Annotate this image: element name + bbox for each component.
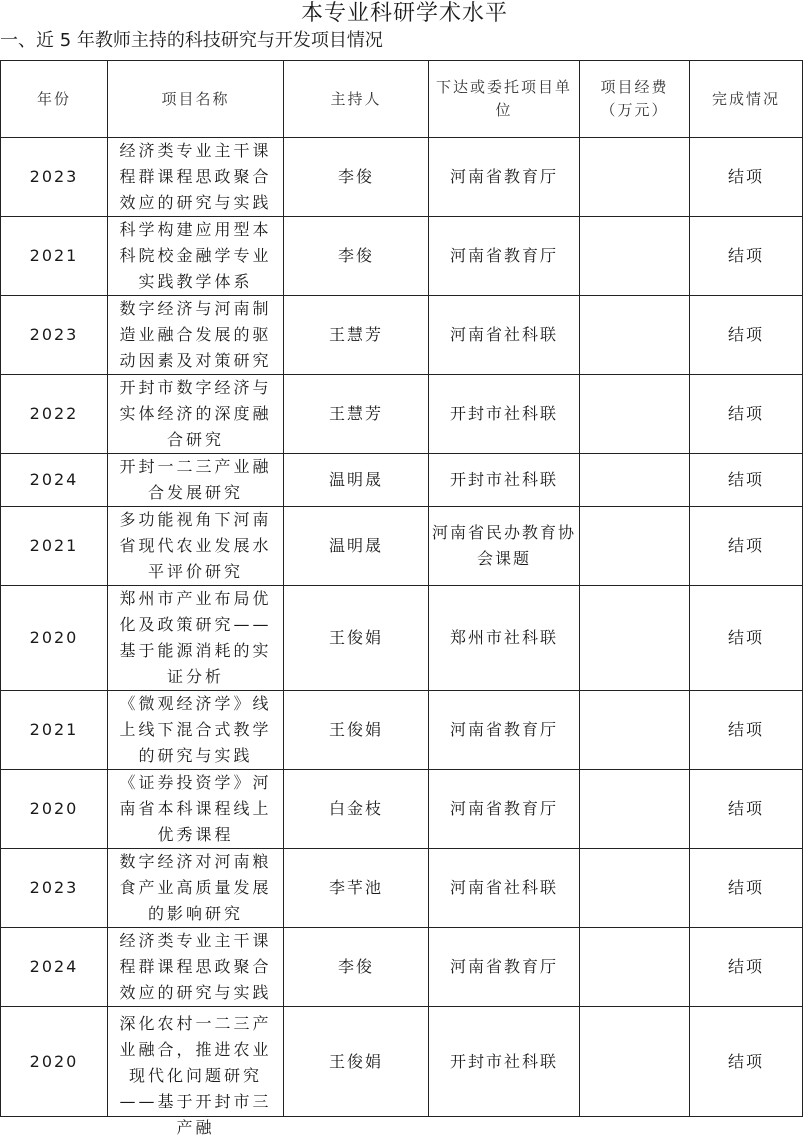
cell-host: 王慧芳	[284, 296, 429, 375]
cell-year: 2022	[1, 375, 108, 454]
cell-status: 结项	[690, 691, 803, 770]
cell-host: 李俊	[284, 928, 429, 1007]
cell-funding	[580, 507, 690, 586]
cell-issuing-unit: 河南省教育厅	[429, 217, 580, 296]
header-year: 年份	[1, 61, 108, 138]
table-row	[1, 217, 803, 296]
cell-status: 结项	[690, 1007, 803, 1117]
cell-host: 李芊池	[284, 849, 429, 928]
cell-status: 结项	[690, 507, 803, 586]
cell-project-name: 经济类专业主干课程群课程思政聚合效应的研究与实践	[108, 138, 284, 217]
table-row	[1, 849, 803, 928]
cell-host: 李俊	[284, 217, 429, 296]
cell-host: 王俊娟	[284, 691, 429, 770]
cell-host: 王俊娟	[284, 586, 429, 691]
table-row	[1, 138, 803, 217]
cell-year: 2020	[1, 770, 108, 849]
cell-host: 白金枝	[284, 770, 429, 849]
table-row	[1, 770, 803, 849]
table-row	[1, 454, 803, 507]
table-row	[1, 586, 803, 691]
cell-issuing-unit: 河南省社科联	[429, 849, 580, 928]
cell-issuing-unit: 开封市社科联	[429, 1007, 580, 1117]
cell-funding	[580, 1007, 690, 1117]
cell-year: 2024	[1, 454, 108, 507]
cell-project-name: 《证券投资学》河南省本科课程线上优秀课程	[108, 770, 284, 849]
cell-status: 结项	[690, 454, 803, 507]
cell-funding	[580, 138, 690, 217]
table-row	[1, 375, 803, 454]
section-subtitle: 一、近 5 年教师主持的科技研究与开发项目情况	[0, 30, 383, 51]
cell-year: 2021	[1, 691, 108, 770]
cell-status: 结项	[690, 375, 803, 454]
cell-project-name: 开封市数字经济与实体经济的深度融合研究	[108, 375, 284, 454]
cell-host: 温明晟	[284, 454, 429, 507]
cell-issuing-unit: 河南省民办教育协会课题	[429, 507, 580, 586]
cell-status: 结项	[690, 138, 803, 217]
page-title: 本专业科研学术水平	[300, 1, 508, 26]
cell-funding	[580, 849, 690, 928]
cell-project-name: 开封一二三产业融合发展研究	[108, 454, 284, 507]
cell-funding	[580, 454, 690, 507]
cell-issuing-unit: 河南省教育厅	[429, 691, 580, 770]
cell-issuing-unit: 郑州市社科联	[429, 586, 580, 691]
header-funding: 项目经费 （万元）	[580, 61, 690, 138]
cell-status: 结项	[690, 296, 803, 375]
cell-issuing-unit: 河南省社科联	[429, 296, 580, 375]
cell-issuing-unit: 开封市社科联	[429, 375, 580, 454]
cell-funding	[580, 217, 690, 296]
cell-status: 结项	[690, 849, 803, 928]
cell-funding	[580, 375, 690, 454]
cell-year: 2021	[1, 217, 108, 296]
header-issuing-unit: 下达或委托项目单位	[429, 61, 580, 138]
table-row	[1, 1007, 803, 1117]
table-row	[1, 507, 803, 586]
cell-project-name: 数字经济与河南制造业融合发展的驱动因素及对策研究	[108, 296, 284, 375]
cell-host: 温明晟	[284, 507, 429, 586]
cell-year: 2023	[1, 296, 108, 375]
cell-funding	[580, 770, 690, 849]
header-host: 主持人	[284, 61, 429, 138]
table-header-row	[1, 61, 803, 138]
cell-project-name: 数字经济对河南粮食产业高质量发展的影响研究	[108, 849, 284, 928]
cell-funding	[580, 928, 690, 1007]
cell-year: 2020	[1, 1007, 108, 1117]
cell-issuing-unit: 河南省教育厅	[429, 138, 580, 217]
cell-year: 2023	[1, 849, 108, 928]
cell-status: 结项	[690, 586, 803, 691]
cell-project-name: 《微观经济学》线上线下混合式教学的研究与实践	[108, 691, 284, 770]
cell-year: 2020	[1, 586, 108, 691]
cell-funding	[580, 296, 690, 375]
projects-table	[0, 60, 803, 1137]
cell-host: 李俊	[284, 138, 429, 217]
cell-issuing-unit: 开封市社科联	[429, 454, 580, 507]
cell-funding	[580, 691, 690, 770]
cell-year: 2021	[1, 507, 108, 586]
table-row	[1, 296, 803, 375]
cell-status: 结项	[690, 217, 803, 296]
cell-host: 王慧芳	[284, 375, 429, 454]
header-project-name: 项目名称	[108, 61, 284, 138]
cell-year: 2024	[1, 928, 108, 1007]
cell-project-name-text: 深化农村一二三产业融合，推进农业现代化问题研究——基于开封市三产融	[119, 1014, 272, 1137]
cell-issuing-unit: 河南省教育厅	[429, 770, 580, 849]
cell-project-name	[108, 1007, 284, 1137]
cell-status: 结项	[690, 928, 803, 1007]
table-row	[1, 928, 803, 1007]
cell-project-name: 郑州市产业布局优化及政策研究——基于能源消耗的实证分析	[108, 586, 284, 691]
cell-issuing-unit: 河南省教育厅	[429, 928, 580, 1007]
cell-project-name: 科学构建应用型本科院校金融学专业实践教学体系	[108, 217, 284, 296]
table-row	[1, 691, 803, 770]
cell-host: 王俊娟	[284, 1007, 429, 1117]
cell-year: 2023	[1, 138, 108, 217]
cell-funding	[580, 586, 690, 691]
cell-project-name: 多功能视角下河南省现代农业发展水平评价研究	[108, 507, 284, 586]
header-status: 完成情况	[690, 61, 803, 138]
cell-project-name: 经济类专业主干课程群课程思政聚合效应的研究与实践	[108, 928, 284, 1007]
cell-status: 结项	[690, 770, 803, 849]
